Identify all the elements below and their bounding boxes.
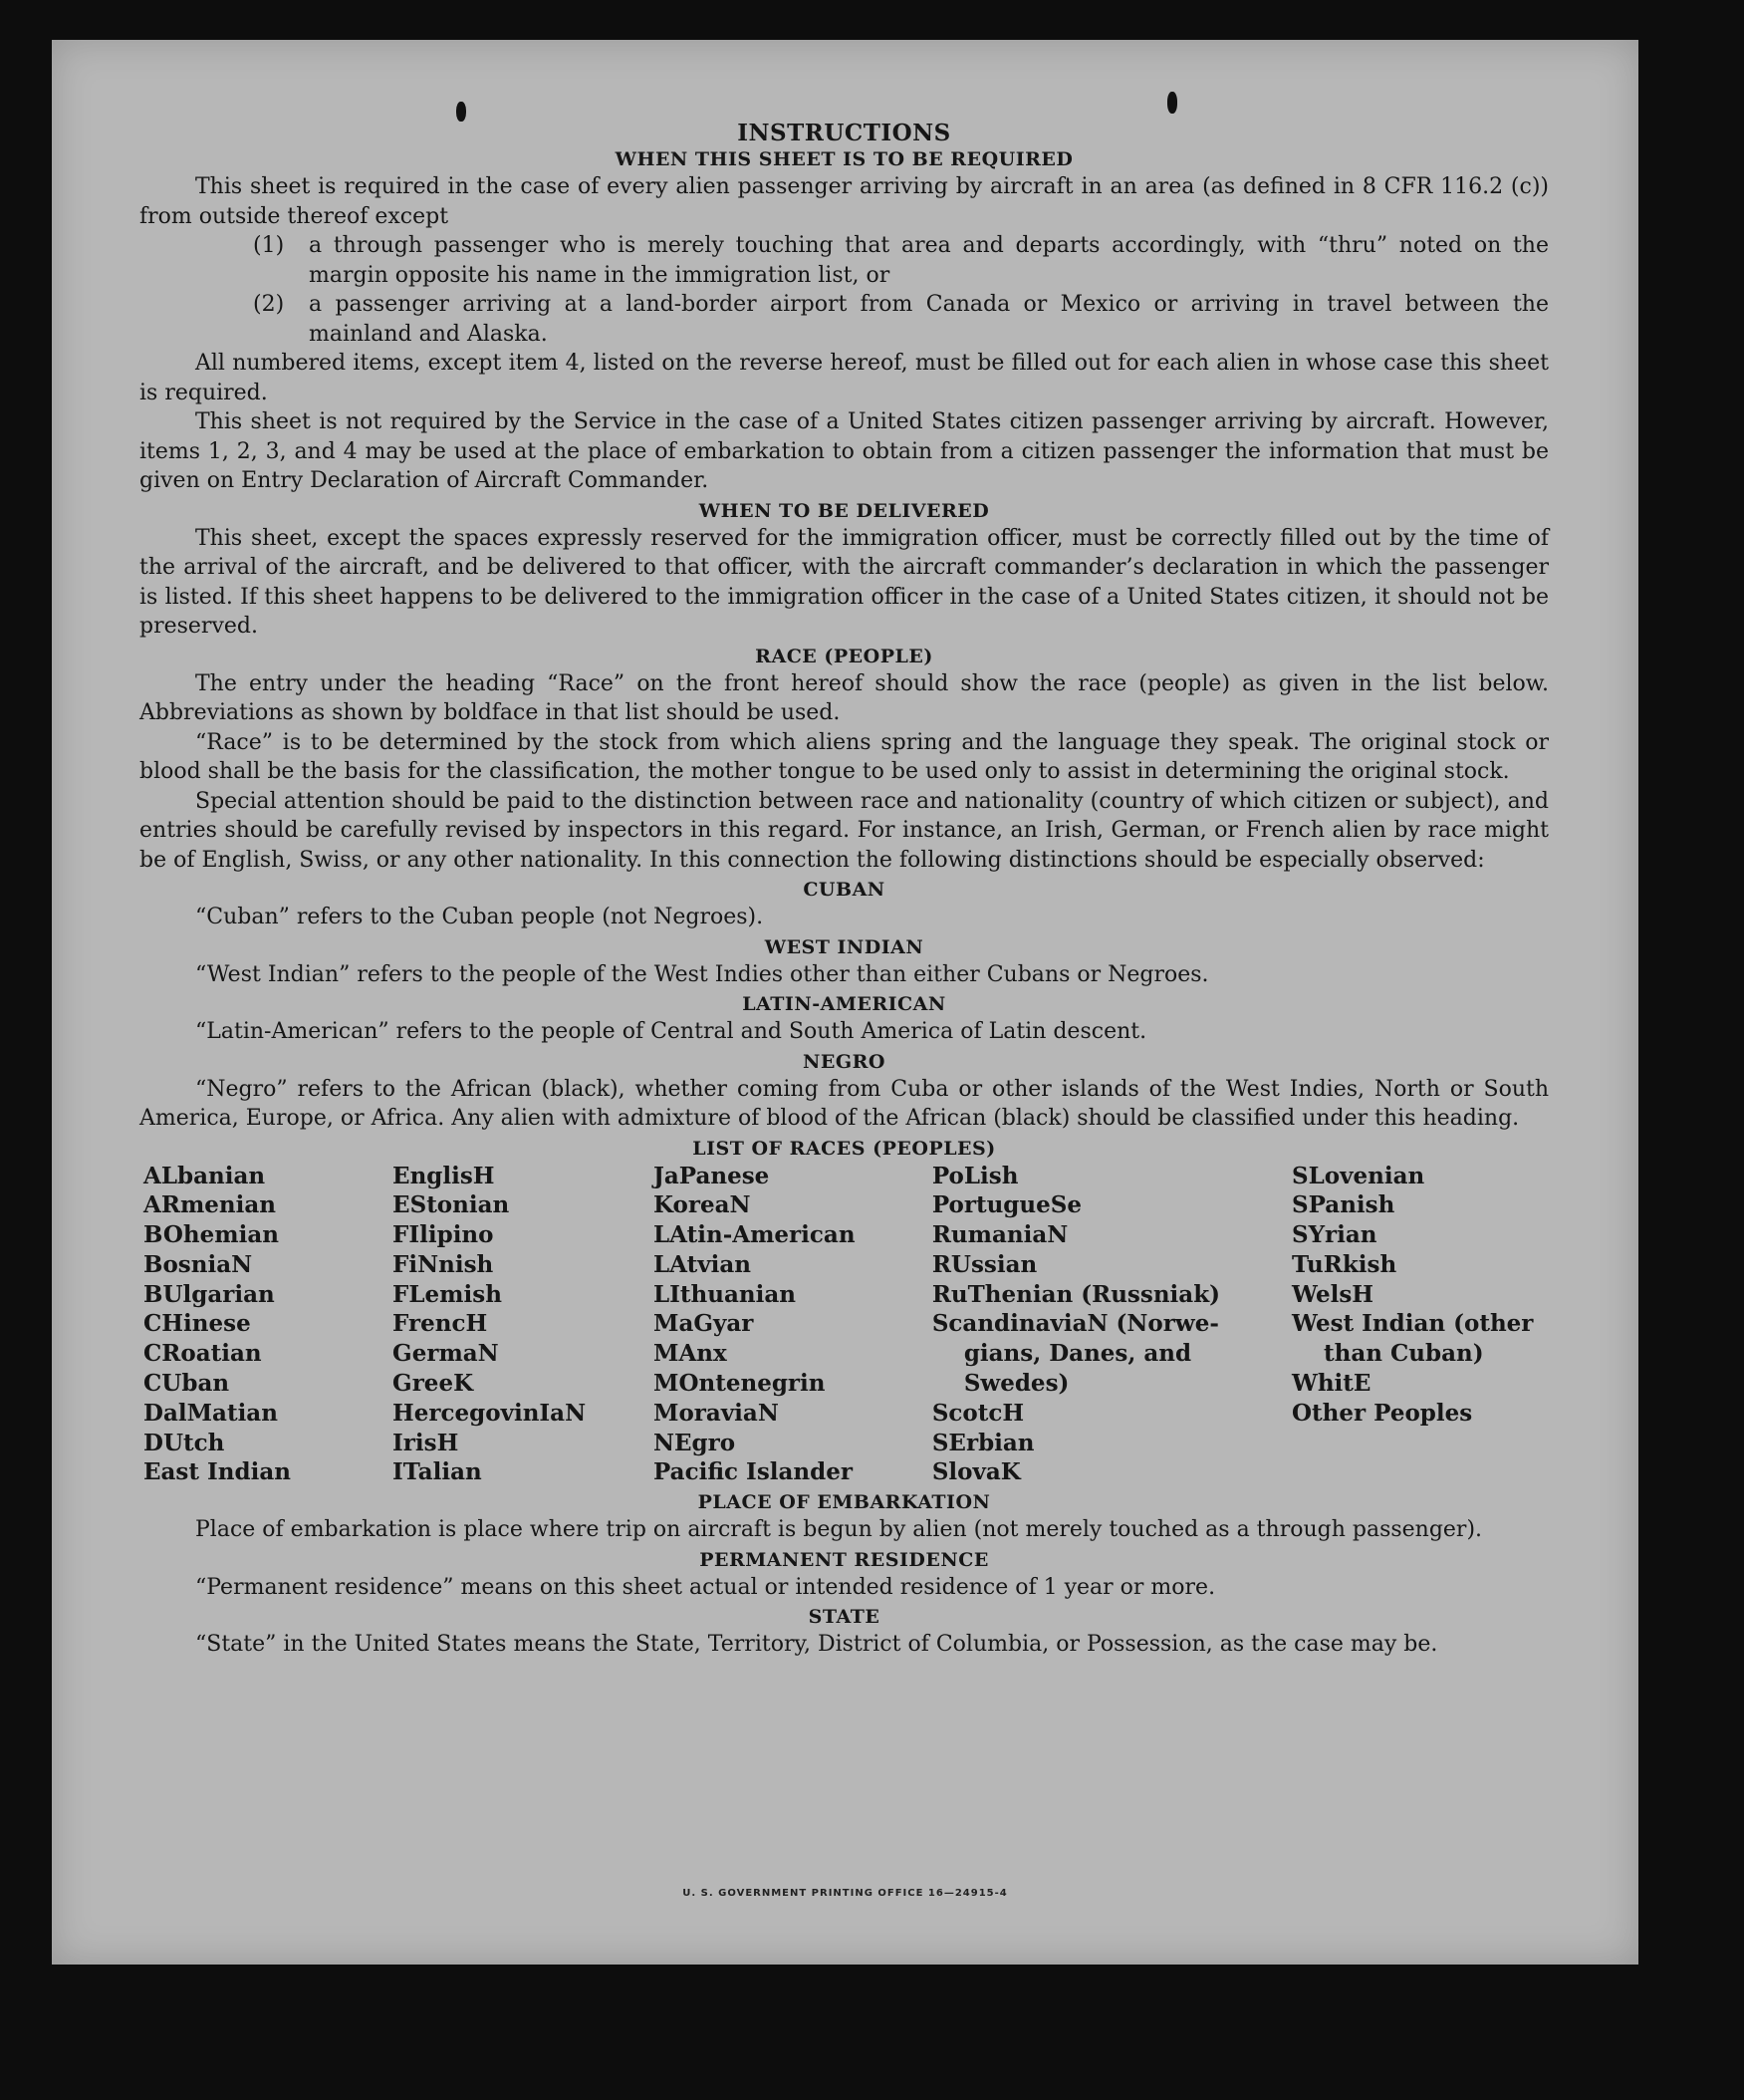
heading-cuban: CUBAN bbox=[803, 879, 885, 901]
race-entry: NEgro bbox=[653, 1429, 736, 1456]
race-entry: BOhemian bbox=[143, 1221, 279, 1249]
race-entry: PoLish bbox=[931, 1162, 1019, 1189]
heading-latin-american: LATIN-AMERICAN bbox=[742, 993, 946, 1015]
race-entry: SYrian bbox=[1292, 1221, 1377, 1249]
negro-text: “Negro” refers to the African (black), whether coming from Cuba or other islands of the West Indies, North or South America, Europe, or Africa. Any alien with admixture of blood of the African (black) should be classified under this heading. bbox=[139, 1076, 1549, 1131]
latin-american-text: “Latin-American” refers to the people of Central and South America of Latin descent. bbox=[195, 1019, 1147, 1044]
race-entry: FrencH bbox=[392, 1310, 488, 1338]
race-entry: DalMatian bbox=[143, 1399, 278, 1427]
exception-item-1 bbox=[253, 231, 1549, 290]
punch-mark-right bbox=[1167, 92, 1177, 114]
embarkation-text: Place of embarkation is place where trip on aircraft is begun by alien (not merely touched as a through passenger). bbox=[195, 1517, 1483, 1543]
race-entry: RumaniaN bbox=[931, 1221, 1069, 1249]
race-entry: ARmenian bbox=[143, 1191, 277, 1219]
state-text: “State” in the United States means the State, Territory, District of Columbia, or Possession, as the case may be. bbox=[195, 1632, 1438, 1658]
heading-west-indian: WEST INDIAN bbox=[764, 935, 924, 958]
printing-office-footer: U. S. GOVERNMENT PRINTING OFFICE 16—24915-4 bbox=[682, 1888, 1008, 1899]
race-entry: BUlgarian bbox=[143, 1280, 275, 1308]
race-entry: DUtch bbox=[143, 1429, 225, 1456]
heading-embarkation: PLACE OF EMBARKATION bbox=[697, 1491, 991, 1514]
delivered-text: This sheet, except the spaces expressly reserved for the immigration officer, must be correctly filled out by the time of the arrival of the aircraft, and be delivered to that officer, with the aircraft commander’s declaration in which the passenger is listed. If this sheet happens to be delivered to the immigration officer in the case of a United States citizen, it should not be preserved. bbox=[139, 525, 1549, 639]
race-entry: Pacific Islander bbox=[653, 1458, 853, 1486]
race-entry: CUban bbox=[143, 1370, 230, 1398]
race-entry: SPanish bbox=[1292, 1191, 1395, 1219]
race-entry: East Indian bbox=[143, 1458, 291, 1486]
races-column-3 bbox=[653, 1162, 932, 1488]
races-list bbox=[143, 1162, 1549, 1488]
race-entry: LAtvian bbox=[653, 1250, 751, 1278]
race-entry: SlovaK bbox=[931, 1458, 1021, 1486]
page-title: INSTRUCTIONS bbox=[737, 120, 951, 146]
race-entry: FiNnish bbox=[392, 1250, 494, 1278]
race-entry: ALbanian bbox=[143, 1162, 266, 1189]
race-entry: TuRkish bbox=[1292, 1250, 1397, 1278]
race-entry: ScandinaviaN (Norwe- bbox=[931, 1310, 1219, 1338]
race-entry: ScotcH bbox=[931, 1399, 1025, 1427]
exception-item-1-number: (1) bbox=[253, 233, 285, 258]
race-entry: SErbian bbox=[931, 1429, 1035, 1456]
required-paragraph-2: All numbered items, except item 4, listed on the reverse hereof, must be filled out for each alien in whose case this sheet is required. bbox=[139, 351, 1549, 405]
race-entry: ITalian bbox=[392, 1458, 482, 1486]
race-entry: HercegovinIaN bbox=[392, 1399, 587, 1427]
document-sheet bbox=[52, 40, 1638, 1965]
heading-permanent-residence: PERMANENT RESIDENCE bbox=[699, 1548, 989, 1571]
heading-negro: NEGRO bbox=[803, 1050, 885, 1073]
race-entry: MAnx bbox=[653, 1340, 727, 1368]
race-entry: EnglisH bbox=[392, 1162, 495, 1189]
race-entry: FIlipino bbox=[392, 1221, 494, 1249]
race-entry: GreeK bbox=[392, 1370, 474, 1398]
race-entry: WhitE bbox=[1292, 1370, 1371, 1398]
race-entry: gians, Danes, and bbox=[963, 1340, 1192, 1368]
race-entry: BosniaN bbox=[143, 1250, 253, 1278]
race-entry: JaPanese bbox=[653, 1162, 770, 1189]
race-entry: SLovenian bbox=[1292, 1162, 1425, 1189]
heading-state: STATE bbox=[808, 1606, 880, 1629]
race-paragraph-1: The entry under the heading “Race” on the front hereof should show the race (people) as given in the list below. Abbreviations as shown by boldface in that list should be used. bbox=[139, 670, 1549, 725]
race-entry: CRoatian bbox=[143, 1340, 262, 1368]
residence-text: “Permanent residence” means on this sheet actual or intended residence of 1 year or more. bbox=[195, 1574, 1216, 1600]
punch-mark-left bbox=[456, 102, 466, 122]
heading-race: RACE (PEOPLE) bbox=[755, 645, 933, 667]
race-entry: than Cuban) bbox=[1324, 1340, 1484, 1368]
races-column-2 bbox=[392, 1162, 653, 1488]
races-column-1 bbox=[143, 1162, 392, 1488]
exception-item-2-number: (2) bbox=[253, 292, 285, 317]
race-entry: Swedes) bbox=[963, 1370, 1070, 1398]
heading-when-delivered: WHEN TO BE DELIVERED bbox=[698, 499, 990, 522]
heading-list-of-races: LIST OF RACES (PEOPLES) bbox=[692, 1137, 996, 1160]
race-entry: MoraviaN bbox=[653, 1399, 779, 1427]
cuban-text: “Cuban” refers to the Cuban people (not Negroes). bbox=[195, 905, 764, 929]
race-entry: MOntenegrin bbox=[653, 1370, 826, 1398]
race-paragraph-2: “Race” is to be determined by the stock from which aliens spring and the language they speak. The original stock or blood shall be the basis for the classification, the mother tongue to be used only to assist in determining the original stock. bbox=[139, 729, 1549, 784]
race-paragraph-3: Special attention should be paid to the distinction between race and nationality (country of which citizen or subject), and entries should be carefully revised by inspectors in this regard. For instance, an Irish, German, or French alien by race might be of English, Swiss, or any other nationality. In this connection the following distinctions should be especially observed: bbox=[139, 788, 1549, 873]
exception-item-2 bbox=[253, 290, 1549, 349]
race-entry: WelsH bbox=[1292, 1280, 1374, 1308]
races-column-5 bbox=[1292, 1162, 1549, 1488]
race-entry: LIthuanian bbox=[653, 1280, 796, 1308]
race-entry: CHinese bbox=[143, 1310, 251, 1338]
race-entry: MaGyar bbox=[653, 1310, 754, 1338]
race-entry: Other Peoples bbox=[1292, 1399, 1473, 1427]
race-entry: RuThenian (Russniak) bbox=[931, 1280, 1221, 1308]
heading-when-required: WHEN THIS SHEET IS TO BE REQUIRED bbox=[615, 148, 1074, 170]
exception-item-2-text: a passenger arriving at a land-border airport from Canada or Mexico or arriving in travel between the mainland and Alaska. bbox=[309, 292, 1549, 347]
instructions-content bbox=[139, 120, 1549, 1660]
required-paragraph-3: This sheet is not required by the Service in the case of a United States citizen passenger arriving by aircraft. However, items 1, 2, 3, and 4 may be used at the place of embarkation to obtain from a citizen passenger the information that must be given on Entry Declaration of Aircraft Commander. bbox=[139, 409, 1549, 493]
required-intro: This sheet is required in the case of every alien passenger arriving by aircraft in an area (as defined in 8 CFR 116.2 (c)) from outside thereof except bbox=[139, 174, 1549, 229]
race-entry: EStonian bbox=[392, 1191, 510, 1219]
race-entry: PortugueSe bbox=[931, 1191, 1082, 1219]
race-entry: GermaN bbox=[392, 1340, 499, 1368]
race-entry: LAtin-American bbox=[653, 1221, 856, 1249]
race-entry: FLemish bbox=[392, 1280, 502, 1308]
race-entry: IrisH bbox=[392, 1429, 459, 1456]
races-column-4 bbox=[932, 1162, 1292, 1488]
race-entry: KoreaN bbox=[653, 1191, 751, 1219]
exception-item-1-text: a through passenger who is merely touching that area and departs accordingly, with “thru” noted on the margin opposite his name in the immigration list, or bbox=[309, 233, 1549, 288]
race-entry: RUssian bbox=[931, 1250, 1038, 1278]
west-indian-text: “West Indian” refers to the people of the West Indies other than either Cubans or Negroes. bbox=[195, 961, 1209, 987]
race-entry: West Indian (other bbox=[1292, 1310, 1534, 1338]
